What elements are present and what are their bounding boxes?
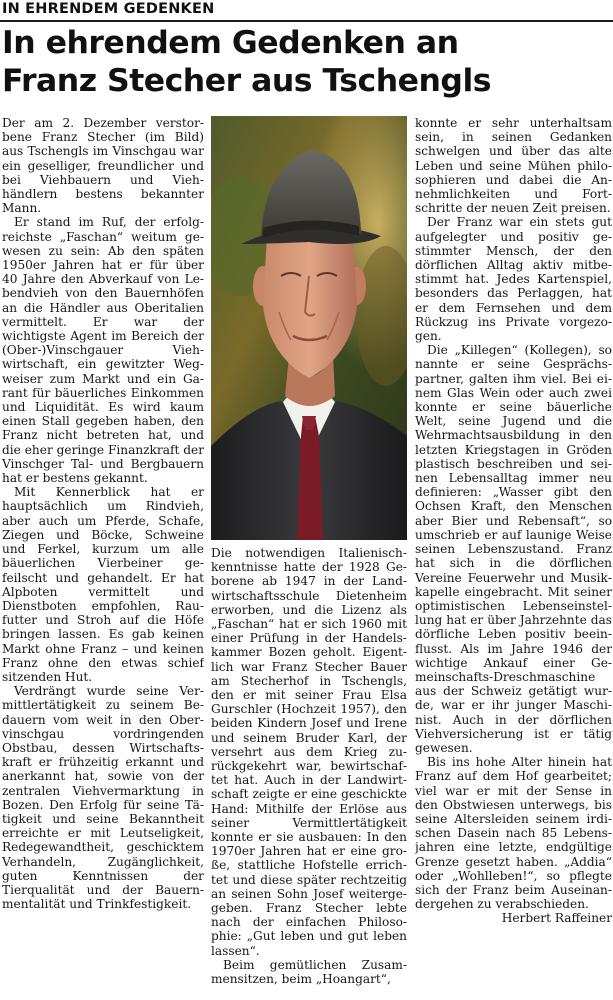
article-column-2 <box>211 546 407 1000</box>
portrait-illustration <box>211 116 407 540</box>
paragraph: konnte er sehr unterhaltsam sein, in seinen Gedanken schwelgen und über das alte Leben und seine Mühen philosophieren und dabei die Annehmlichkeiten und Fortschritte der neuen Zeit preisen. <box>415 116 612 216</box>
section-label: IN EHRENDEM GEDENKEN <box>2 1 215 17</box>
portrait-photo <box>211 116 407 540</box>
article-column-1 <box>2 116 204 1000</box>
headline-line-1: In ehrendem Gedenken an <box>2 25 459 61</box>
paragraph: Die „Killegen“ (Kollegen), so nannte er seine Gesprächspartner, galten ihm viel. Bei einem Glas Wein oder auch zwei konnte er seine bäuerliche Welt, seine Jugend und die Wehrmachtsausbildung in den letzten Kriegstagen in Gröden plastisch beschreiben und seinen Lebensalltag immer neu definieren: „Wasser gibt den Ochsen Kraft, den Menschen aber Bier und Rebensaft“, so umschrieb er auf launige Weise seinen Lebenszustand. Franz hat sich in die dörflichen Vereine Feuerwehr und Musikkapelle eingebracht. Mit seiner optimistischen Lebenseinstellung hat er über Jahrzehnte das dörfliche Leben positiv beeinflusst. Als im Jahre 1946 der wichtige Ankauf einer Gemeinschafts-Dreschmaschine aus der Schweiz getätigt wurde, war er ihr junger Maschinist. Auch in der dörflichen Viehversicherung ist er tätig gewesen. <box>415 343 612 755</box>
article-headline <box>2 24 612 100</box>
paragraph: Bis ins hohe Alter hinein hat Franz auf dem Hof gearbeitet; viel war er mit der Sense in den Obstwiesen unterwegs, bis seine Altersleiden seinem irdischen Dasein nach 85 Lebensjahren eine letzte, endgültige Grenze gesetzt haben. „Addia“ oder „Wohlleben!“, so pflegte sich der Franz beim Auseinandergehen zu verabschieden. <box>415 755 612 912</box>
paragraph: Er stand im Ruf, der erfolgreichste „Faschan“ weitum gewesen zu sein: Ab den späten 1950er Jahren hat er für über 40 Jahre den Abverkauf von Lebendvieh von den Bauernhöfen an die Händler aus Oberitalien vermittelt. Er war der wichtigste Agent im Bereich der (Ober-)Vinschgauer Viehwirtschaft, ein gewitzter Wegweiser zum Markt und ein Garant für bäuerliches Einkommen und Liquidität. Es wird kaum einen Stall gegeben haben, den Franz nicht betreten hat, und die eher geringe Finanzkraft der Vinschger Tal- und Bergbauern hat er bestens gekannt. <box>2 215 204 486</box>
paragraph: Der Franz war ein stets gut aufgelegter und positiv gestimmter Mensch, der den dörflichen Alltag aktiv mitbestimmt hat. Jedes Kartenspiel, besonders das Perlaggen, hat er dem Fernsehen und dem Rückzug ins Private vorgezogen. <box>415 215 612 344</box>
paragraph: Mit Kennerblick hat er hauptsächlich um Rindvieh, aber auch um Pferde, Schafe, Ziegen und Böcke, Schweine und Ferkel, kurzum um alle bäuerlichen Vierbeiner gefeilscht und gehandelt. Er hat Alpboten vermittelt und Dienstboten empfohlen, Raufutter und Stroh auf die Höfe bringen lassen. Es gab keinen Markt ohne Franz – und keinen Franz ohne den etwas schief sitzenden Hut. <box>2 485 204 684</box>
paragraph: Beim gemütlichen Zusammensitzen, beim „Hoangart“, <box>211 957 407 987</box>
article-column-3 <box>415 116 612 1000</box>
headline-line-2: Franz Stecher aus Tschengls <box>2 63 492 99</box>
author-name: Herbert Raffeiner <box>501 911 612 926</box>
section-label-bar <box>0 0 613 22</box>
paragraph: Verdrängt wurde seine Vermittlertätigkeit zu seinem Bedauern vom weit in den Obervinschgau vordringenden Obstbau, dessen Wirtschaftskraft er frühzeitig erkannt und anerkannt hat, sowie von der zentralen Viehvermarktung in Bozen. Den Erfolg für seine Tätigkeit und seine Bekanntheit erreichte er mit Leutseligkeit, Redegewandtheit, geschicktem Verhandeln, Zugänglichkeit, guten Kenntnissen der Tierqualität und der Bauernmentalität und Trinkfestigkeit. <box>2 684 204 912</box>
paragraph: Der am 2. Dezember verstorbene Franz Stecher (im Bild) aus Tschengls im Vinschgau war ein geselliger, freundlicher und bei Viehbauern und Viehhändlern bestens bekannter Mann. <box>2 116 204 216</box>
paragraph: Die notwendigen Italienischkenntnisse hatte der 1928 Geborene ab 1947 in der Landwirtschaftsschule Dietenheim erworben, und die Lizenz als „Faschan“ hat er sich 1960 mit einer Prüfung in der Handelskammer Bozen geholt. Eigentlich war Franz Stecher Bauer am Stecherhof in Tschengls, den er mit seiner Frau Elsa Gurschler (Hochzeit 1957), den beiden Kindern Josef und Irene und seinem Bruder Karl, der versehrt aus dem Krieg zurückgekehrt war, bewirtschaftet hat. Auch in der Landwirtschaft zeigte er eine geschickte Hand: Mithilfe der Erlöse aus seiner Vermittlertätigkeit konnte er sie ausbauen: In den 1970er Jahren hat er eine große, stattliche Hofstelle errichtet und diese später rechtzeitig an seinen Sohn Josef weitergegeben. Franz Stecher lebte nach der einfachen Philosophie: „Gut leben und gut leben lassen“. <box>211 546 407 958</box>
